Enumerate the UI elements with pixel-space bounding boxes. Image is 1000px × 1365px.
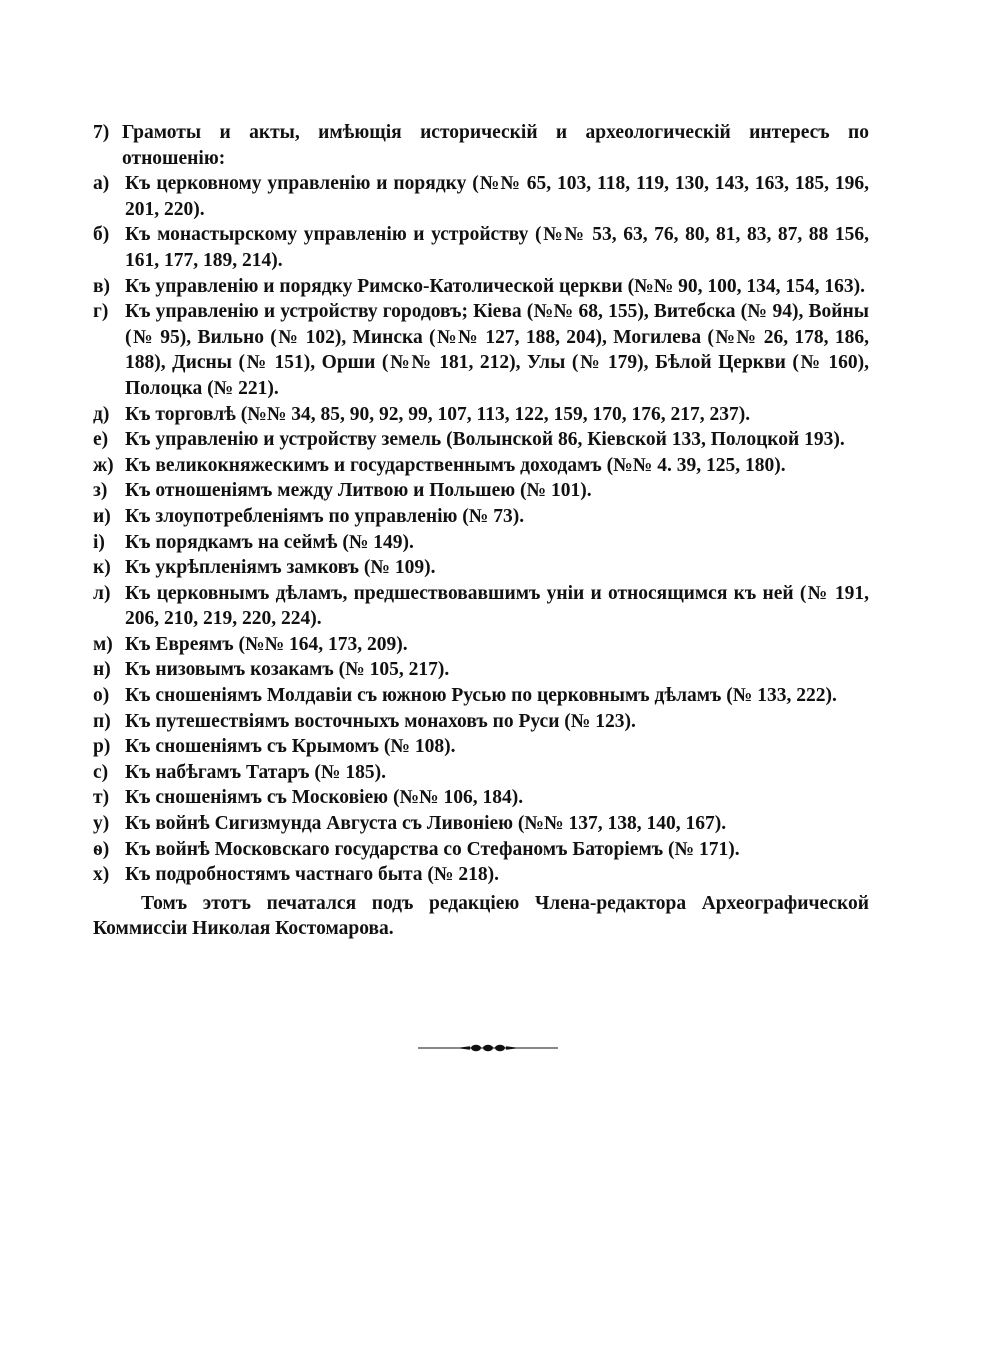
list-item-text: Къ управленію и порядку Римско-Католической церкви (№№ 90, 100, 134, 154, 163).: [125, 275, 866, 297]
list-item-text: Къ монастырскому управленію и устройству (№№ 53, 63, 76, 80, 81, 83, 87, 88 156, 161, 177, 189, 214).: [125, 224, 869, 271]
closing-note: Томъ этотъ печатался подъ редакціею Члена-редактора Археографической Коммиссіи Николая Костомарова.: [93, 892, 869, 940]
list-item: [93, 299, 869, 401]
ornament-divider: [418, 1043, 558, 1053]
list-item: [93, 811, 869, 837]
list-item-text: Къ набѣгамъ Татаръ (№ 185).: [125, 761, 386, 783]
list-item-label: ж): [93, 454, 114, 476]
list-item-label: у): [93, 813, 110, 835]
list-item: [93, 760, 869, 786]
list-item: [93, 427, 869, 453]
list-item: [93, 785, 869, 811]
list-item: [93, 555, 869, 581]
list-item-label: ѳ): [93, 838, 110, 860]
list-item-text: Къ сношеніямъ Молдавіи съ южною Русью по церковнымъ дѣламъ (№ 133, 222).: [125, 685, 837, 707]
list-item-label: с): [93, 761, 109, 783]
list-item-text: Къ управленію и устройству земель (Волынской 86, Кіевской 133, Полоцкой 193).: [125, 429, 845, 451]
list-item: [93, 274, 869, 300]
list-item-text: Къ войнѣ Сигизмунда Августа съ Ливоніею (№№ 137, 138, 140, 167).: [125, 813, 727, 835]
list-item-text: Къ порядкамъ на сеймѣ (№ 149).: [125, 531, 414, 553]
list-item-text: Къ войнѣ Московскаго государства со Стефаномъ Баторіемъ (№ 171).: [125, 838, 740, 860]
list-item-label: е): [93, 429, 109, 451]
list-item-text: Къ подробностямъ частнаго быта (№ 218).: [125, 864, 500, 886]
list-item: [93, 171, 869, 222]
list-item: [93, 453, 869, 479]
list-item-text: Къ злоупотребленіямъ по управленію (№ 73).: [125, 505, 525, 527]
list-item-text: Къ отношеніямъ между Литвою и Польшею (№ 101).: [125, 480, 592, 502]
list-item-label: п): [93, 710, 111, 732]
list-item: [93, 862, 869, 888]
list-item-label: т): [93, 787, 110, 809]
list-item: [93, 632, 869, 658]
list-item: [93, 683, 869, 709]
list-item-text: Къ церковному управленію и порядку (№№ 65, 103, 118, 119, 130, 143, 163, 185, 196, 201, 220).: [125, 173, 869, 220]
list-item-text: Къ путешествіямъ восточныхъ монаховъ по Руси (№ 123).: [125, 710, 636, 732]
list-item-text: Къ низовымъ козакамъ (№ 105, 217).: [125, 659, 450, 681]
list-item-text: Къ сношеніямъ съ Московіею (№№ 106, 184).: [125, 787, 524, 809]
list-item-text: Къ великокняжескимъ и государственнымъ доходамъ (№№ 4. 39, 125, 180).: [125, 454, 786, 476]
list-item: [93, 657, 869, 683]
list-item-text: Къ торговлѣ (№№ 34, 85, 90, 92, 99, 107, 113, 122, 159, 170, 176, 217, 237).: [125, 403, 751, 425]
list-item-label: в): [93, 275, 111, 297]
list-item-label: г): [93, 301, 109, 323]
list-item-label: н): [93, 659, 111, 681]
list-item-label: к): [93, 557, 111, 579]
list-item: [93, 402, 869, 428]
list-item-label: л): [93, 582, 111, 604]
list-item: [93, 837, 869, 863]
document-body: [93, 120, 869, 942]
list-item-text: Къ Евреямъ (№№ 164, 173, 209).: [125, 633, 408, 655]
section-title: Грамоты и акты, имѣющія историческій и археологическій интересъ по отношенію:: [122, 122, 869, 169]
section-heading: [93, 120, 869, 171]
list-item: [93, 734, 869, 760]
item-list: [93, 171, 869, 888]
list-item-label: р): [93, 736, 111, 758]
list-item: [93, 530, 869, 556]
list-item-text: Къ церковнымъ дѣламъ, предшествовавшимъ уніи и относящимся къ ней (№ 191, 206, 210, 219, 220, 224).: [125, 582, 869, 630]
list-item: [93, 581, 869, 632]
list-item-text: Къ управленію и устройству городовъ; Кіева (№№ 68, 155), Витебска (№ 94), Войны (№ 95), Вильно (№ 102), Минска (№№ 127, 188, 204), Могилева (№№ 26, 178, 186, 188), Дисны (№ 151), Орши (№№ 181, 212), Улы (№ 179), Бѣлой Церкви (№ 160), Полоцка (№ 221).: [125, 301, 869, 399]
list-item-label: х): [93, 864, 110, 886]
section-number: 7): [93, 122, 110, 143]
list-item-label: а): [93, 173, 110, 195]
list-item-label: и): [93, 505, 111, 527]
list-item-label: з): [93, 480, 108, 502]
list-item-label: м): [93, 633, 113, 655]
list-item: [93, 222, 869, 273]
list-item-text: Къ сношеніямъ съ Крымомъ (№ 108).: [125, 736, 456, 758]
list-item-text: Къ укрѣпленіямъ замковъ (№ 109).: [125, 557, 436, 579]
list-item: [93, 709, 869, 735]
list-item: [93, 504, 869, 530]
list-item-label: д): [93, 403, 110, 425]
list-item: [93, 478, 869, 504]
list-item-label: б): [93, 224, 110, 246]
list-item-label: і): [93, 531, 105, 553]
list-item-label: о): [93, 685, 110, 707]
